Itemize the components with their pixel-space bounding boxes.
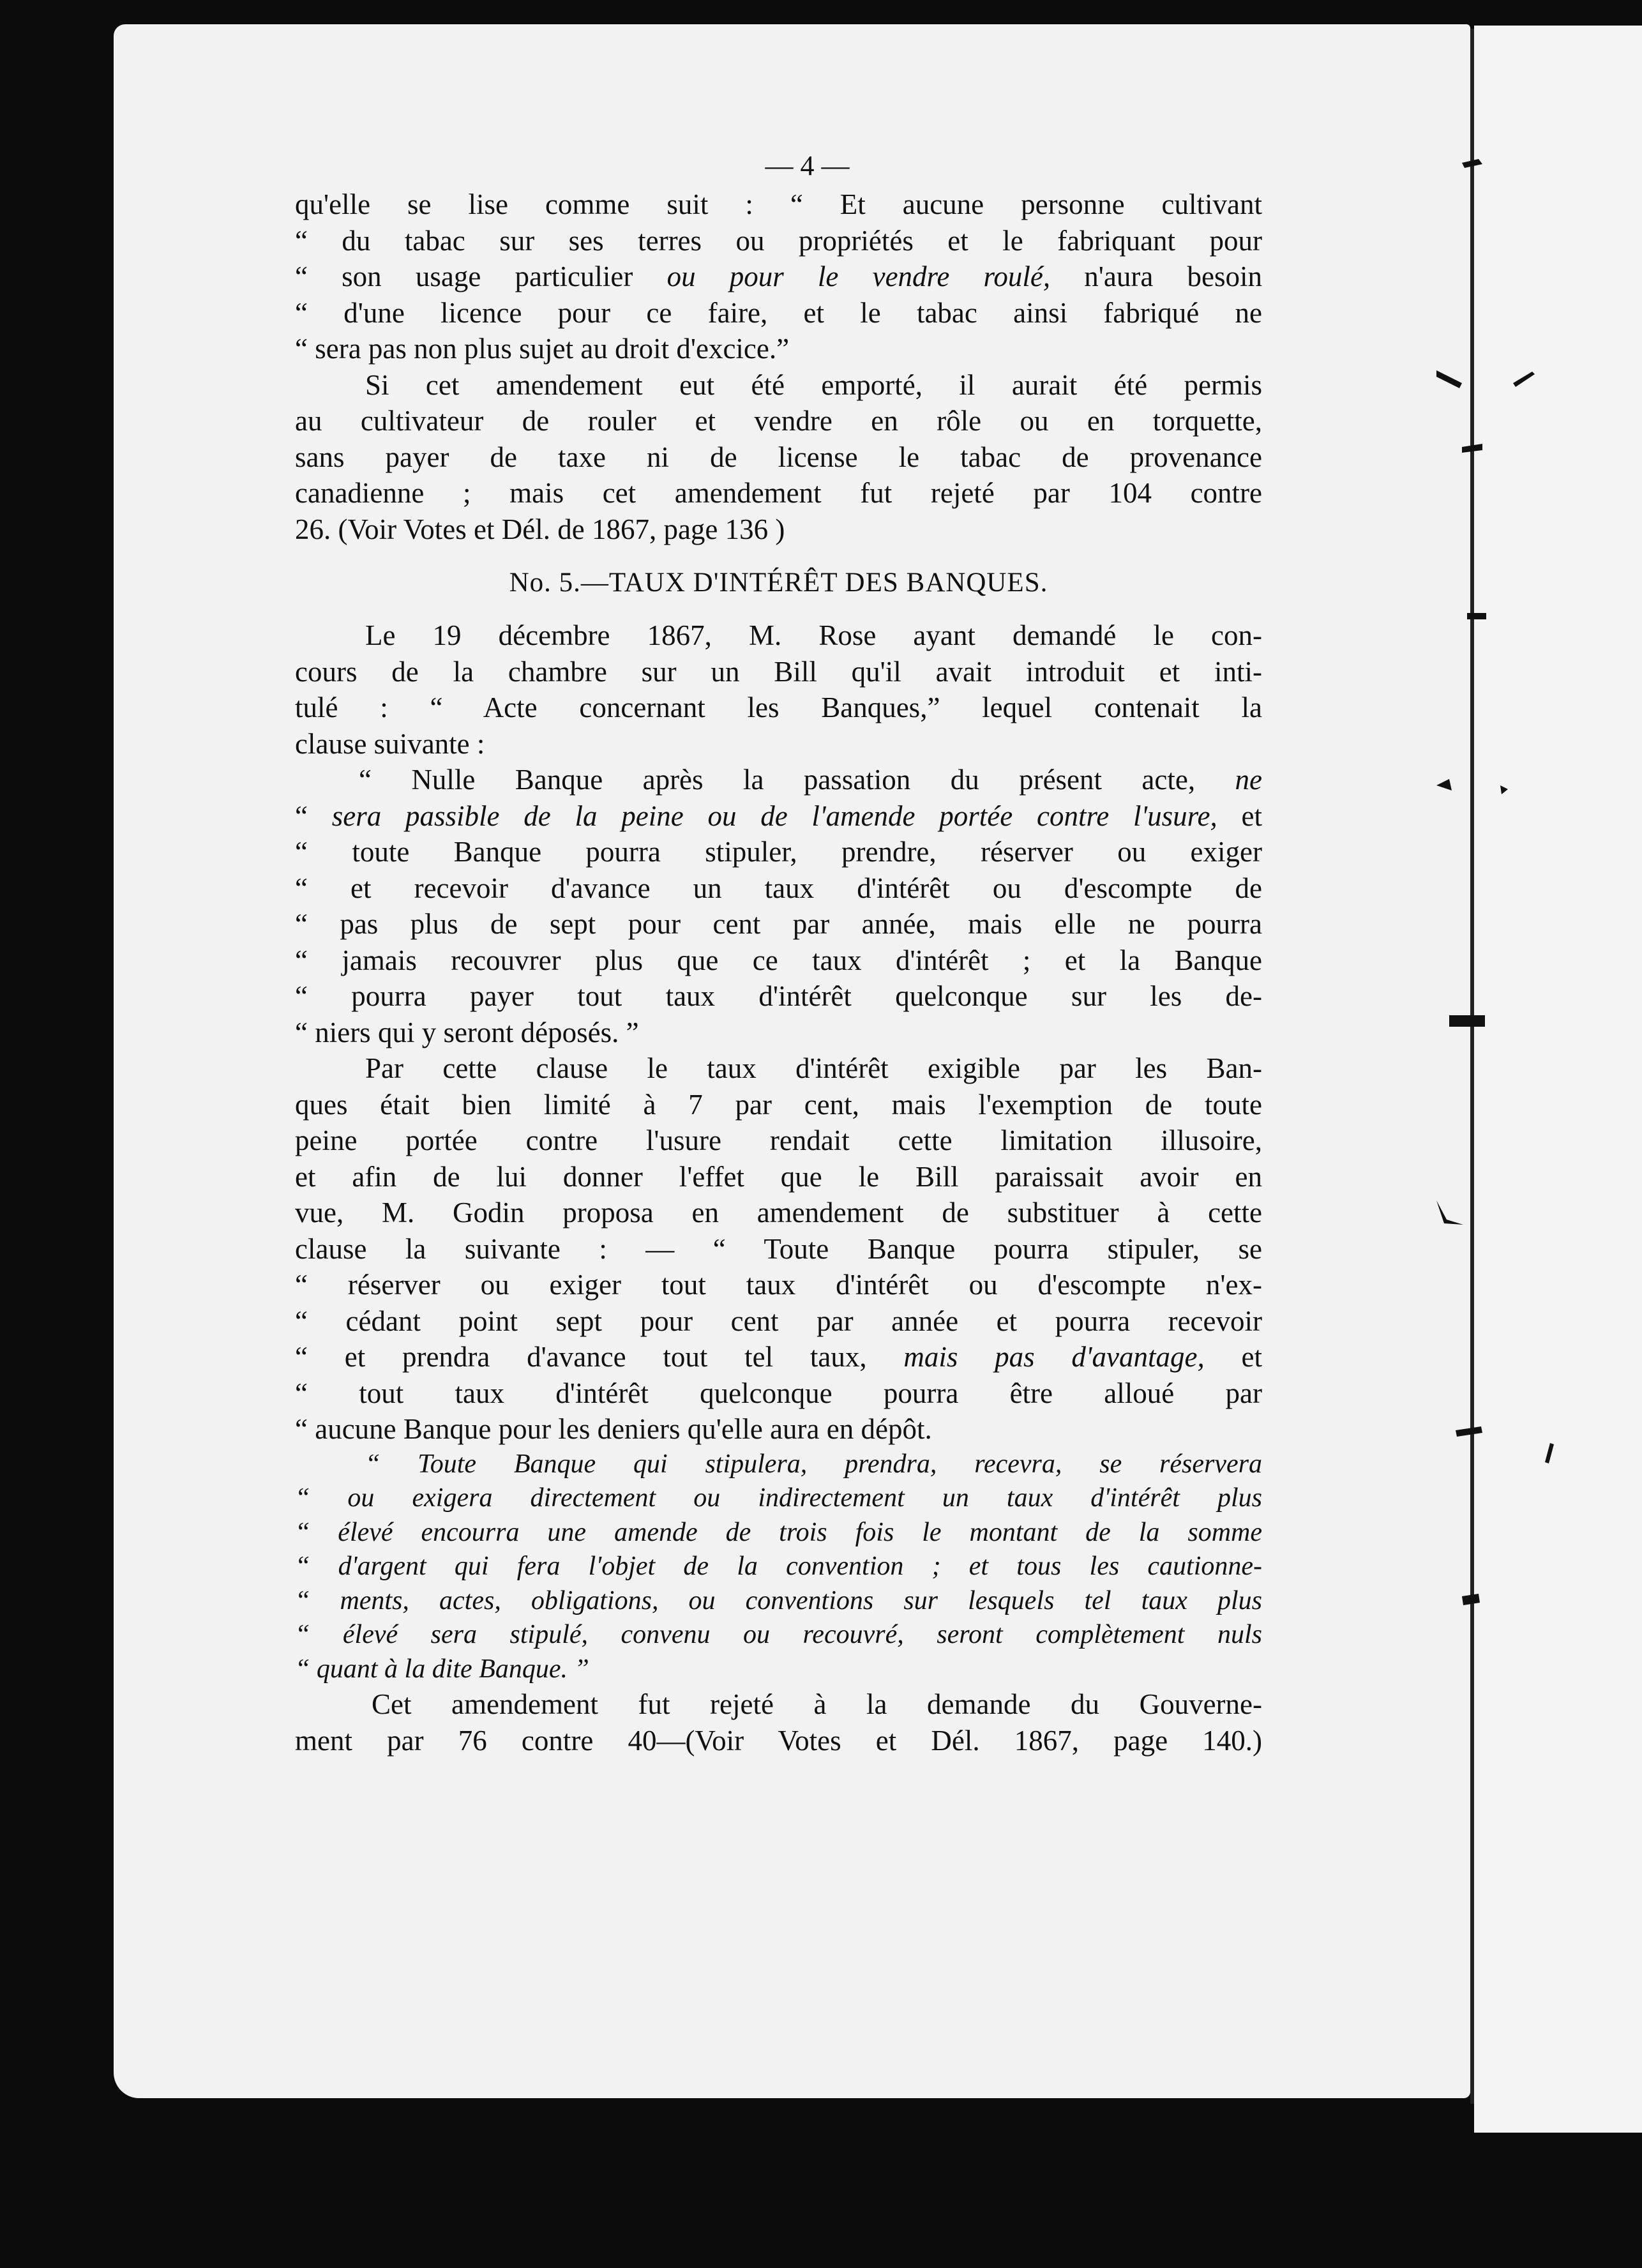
text-line: [295, 1339, 1262, 1375]
text-run: “: [295, 799, 332, 832]
text-line: qu'elle se lise comme suit : “ Et aucune personne cultivant: [295, 188, 1262, 220]
text-line: “ réserver ou exiger tout taux d'intérêt ou d'escompte n'ex-: [295, 1269, 1262, 1301]
paragraph-amendment-quote: [295, 186, 1262, 367]
text-line: “ ments, actes, obligations, ou conventions sur lesquels tel taux plus: [295, 1585, 1262, 1615]
binding-stitch-marks: [1436, 0, 1642, 2268]
text-line: Par cette clause le taux d'intérêt exigible par les Ban-: [365, 1052, 1262, 1084]
text-line: “ et recevoir d'avance un taux d'intérêt ou d'escompte de: [295, 872, 1262, 904]
paragraph-amendment-result: [295, 367, 1262, 548]
text-line: “ pas plus de sept pour cent par année, mais elle ne pourra: [295, 908, 1262, 940]
text-run: n'aura besoin: [1050, 261, 1262, 292]
text-line: Si cet amendement eut été emporté, il aurait été permis: [365, 368, 1262, 401]
text-line: “ niers qui y seront déposés. ”: [295, 1016, 639, 1048]
paragraph-bill-introduction: [295, 617, 1262, 762]
text-line: “ élevé encourra une amende de trois fois le montant de la somme: [295, 1517, 1262, 1547]
italic-text-run: mais pas d'avantage,: [903, 1341, 1205, 1373]
text-line: 26. (Voir Votes et Dél. de 1867, page 136 ): [295, 513, 785, 545]
text-line: et afin de lui donner l'effet que le Bill paraissait avoir en: [295, 1160, 1262, 1193]
text-line: “ toute Banque pourra stipuler, prendre, réserver ou exiger: [295, 836, 1262, 868]
section-heading: No. 5.—TAUX D'INTÉRÊT DES BANQUES.: [509, 568, 1048, 598]
text-line: “ sera pas non plus sujet au droit d'excice.”: [295, 333, 790, 365]
text-line: tulé : “ Acte concernant les Banques,” lequel contenait la: [295, 692, 1262, 723]
text-line: sans payer de taxe ni de license le tabac de provenance: [295, 441, 1262, 473]
text-line: Le 19 décembre 1867, M. Rose ayant demandé le con-: [365, 619, 1262, 651]
text-line: [295, 798, 1262, 835]
italic-text-run: ou pour le vendre roulé,: [667, 261, 1051, 292]
text-line: cours de la chambre sur un Bill qu'il avait introduit et inti-: [295, 655, 1262, 688]
text-line: “ tout taux d'intérêt quelconque pourra être alloué par: [295, 1377, 1262, 1409]
text-line: vue, M. Godin proposa en amendement de substituer à cette: [295, 1197, 1262, 1228]
text-line: “ du tabac sur ses terres ou propriétés et le fabriquant pour: [295, 224, 1262, 257]
text-line: “ jamais recouvrer plus que ce taux d'intérêt ; et la Banque: [295, 944, 1262, 976]
text-line: au cultivateur de rouler et vendre en rôle ou en torquette,: [295, 405, 1262, 437]
text-line: clause suivante :: [295, 727, 485, 760]
text-line: “ ou exigera directement ou indirectement un taux d'intérêt plus: [295, 1483, 1262, 1513]
text-line: ques était bien limité à 7 par cent, mais l'exemption de toute: [295, 1088, 1262, 1121]
quote-penalty-clause: [295, 1448, 1262, 1687]
text-line: “ pourra payer tout taux d'intérêt quelconque sur les de-: [295, 980, 1262, 1012]
text-run: “ Nulle Banque après la passation du présent acte,: [359, 764, 1235, 796]
page-number: — 4 —: [765, 150, 850, 181]
text-run: “ et prendra d'avance tout tel taux,: [295, 1341, 904, 1373]
text-run: et: [1204, 1341, 1262, 1373]
text-line: “ aucune Banque pour les deniers qu'elle aura en dépôt.: [295, 1413, 932, 1445]
paragraph-rejection: [295, 1686, 1262, 1758]
text-line: clause la suivante : — “ Toute Banque pourra stipuler, se: [295, 1232, 1262, 1265]
paragraph-godin-amendment: [295, 1050, 1262, 1448]
text-line: “ d'argent qui fera l'objet de la convention ; et tous les cautionne-: [295, 1552, 1262, 1581]
text-line: “ cédant point sept pour cent par année et pourra recevoir: [295, 1304, 1262, 1337]
text-run: et: [1217, 799, 1262, 832]
text-line: “ d'une licence pour ce faire, et le tabac ainsi fabriqué ne: [295, 296, 1262, 329]
text-line: canadienne ; mais cet amendement fut rejeté par 104 contre: [295, 477, 1262, 509]
text-run: “ son usage particulier: [295, 261, 667, 292]
text-line: “ élevé sera stipulé, convenu ou recouvré, seront complètement nuls: [295, 1620, 1262, 1649]
quote-bill-clause: [295, 762, 1262, 1050]
text-line: “ Toute Banque qui stipulera, prendra, recevra, se réservera: [365, 1449, 1262, 1479]
text-line: peine portée contre l'usure rendait cette limitation illusoire,: [295, 1124, 1262, 1156]
text-line: [295, 259, 1262, 295]
text-line: [295, 762, 1262, 798]
text-line: “ quant à la dite Banque. ”: [295, 1654, 589, 1684]
page-text: [295, 147, 1262, 1758]
text-line: ment par 76 contre 40—(Voir Votes et Dél. 1867, page 140.): [295, 1724, 1262, 1757]
italic-text-run: sera passible de la peine ou de l'amende portée contre l'usure,: [331, 799, 1217, 832]
text-line: Cet amendement fut rejeté à la demande du Gouverne-: [372, 1688, 1262, 1720]
italic-text-run: ne: [1235, 764, 1262, 796]
